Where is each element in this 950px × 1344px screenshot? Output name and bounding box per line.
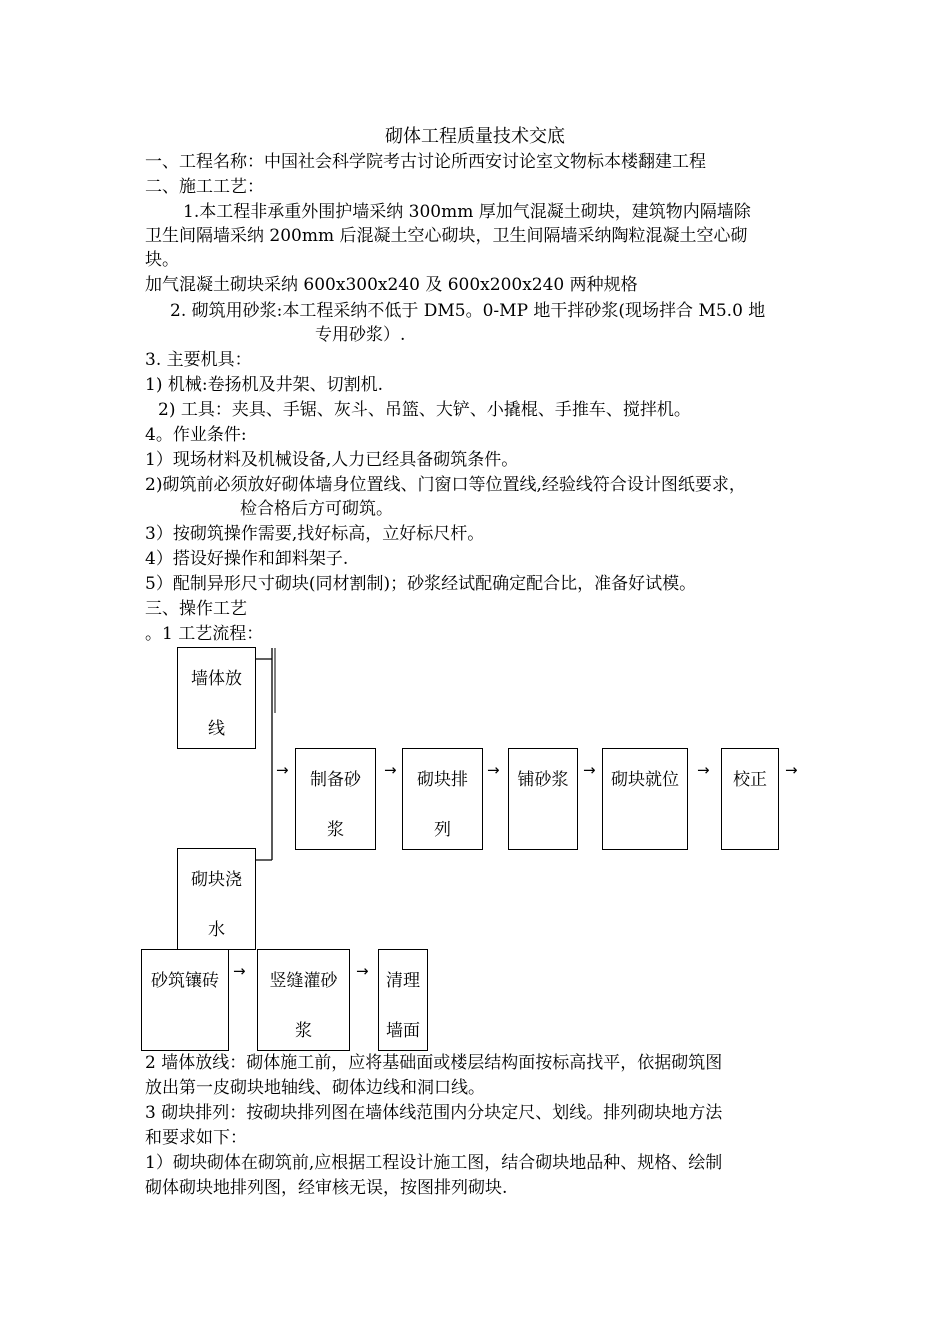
- paragraph: 1) 机械:卷扬机及井架、切割机.: [145, 375, 383, 395]
- flow-step-text: 校正: [733, 770, 767, 790]
- flow-step-text: 砂筑镶砖: [151, 971, 219, 991]
- section-1-heading: 一、工程名称：: [145, 152, 264, 172]
- paragraph: 3 砌块排列：按砌块排列图在墙体线范围内分块定尺、划线。排列砌块地方法: [145, 1103, 723, 1123]
- paragraph: 和要求如下：: [145, 1128, 247, 1148]
- paragraph: 加气混凝土砌块采纳 600x300x240 及 600x200x240 两种规格: [145, 275, 638, 295]
- document-title: 砌体工程质量技术交底: [385, 126, 565, 147]
- flow-arrow: →: [356, 962, 369, 980]
- flow-arrow: →: [487, 761, 500, 779]
- flow-step-block-arrangement: [402, 748, 483, 850]
- paragraph: 卫生间隔墙采纳 200mm 后混凝土空心砌块，卫生间隔墙采纳陶粒混凝土空心砌: [145, 226, 748, 246]
- paragraph: 3）按砌筑操作需要,找好标高，立好标尺杆。: [145, 524, 485, 544]
- paragraph: 4）搭设好操作和卸料架子.: [145, 549, 349, 569]
- flow-step-text: 铺砂浆: [517, 770, 569, 790]
- flow-step-text: 墙体放 线: [191, 669, 242, 739]
- paragraph: 2. 砌筑用砂浆:本工程采纳不低于 DM5。0-MP 地干拌砂浆(现场拌合 M5.0 地: [170, 301, 766, 321]
- paragraph: 2)砌筑前必须放好砌体墙身位置线、门窗口等位置线,经验线符合设计图纸要求，: [145, 475, 746, 495]
- flow-step-text: 砌块排 列: [417, 770, 468, 840]
- flow-step-text: 砌块浇 水: [191, 870, 242, 940]
- paragraph: 5）配制异形尺寸砌块(同材割制)；砂浆经试配确定配合比，准备好试模。: [145, 574, 697, 594]
- flow-arrow: →: [276, 761, 289, 779]
- flow-step-brick-inlay: [141, 949, 229, 1051]
- paragraph: 4。作业条件:: [145, 425, 247, 445]
- paragraph: 放出第一皮砌块地轴线、砌体边线和洞口线。: [145, 1078, 485, 1098]
- flow-step-text: 清理 墙面: [386, 971, 420, 1041]
- paragraph: 专用砂浆）.: [315, 325, 406, 345]
- flow-step-wall-layout: [177, 647, 256, 749]
- flow-arrow: →: [583, 761, 596, 779]
- flow-step-prepare-mortar: [295, 748, 376, 850]
- flow-step-block-watering: [177, 848, 256, 950]
- flow-step-correction: [721, 748, 779, 850]
- flow-step-joint-grouting: [257, 949, 350, 1051]
- flow-step-clean-wall: [378, 949, 428, 1051]
- paragraph: 砌体砌块地排列图，经审核无误，按图排列砌块.: [145, 1178, 508, 1198]
- flow-step-text: 砌块就位: [611, 770, 679, 790]
- section-2-heading: 二、施工工艺：: [145, 177, 264, 197]
- flow-step-text: 竖缝灌砂 浆: [269, 971, 338, 1041]
- flow-arrow: →: [785, 761, 798, 779]
- flow-arrow: →: [233, 962, 246, 980]
- flow-step-lay-mortar: [508, 748, 578, 850]
- flow-arrow: →: [697, 761, 710, 779]
- paragraph: 2 墙体放线：砌体施工前，应将基础面或楼层结构面按标高找平，依据砌筑图: [145, 1053, 723, 1073]
- flow-arrow: →: [384, 761, 397, 779]
- flow-label: 。1 工艺流程：: [145, 624, 264, 644]
- paragraph: 3. 主要机具：: [145, 350, 252, 370]
- paragraph: 1.本工程非承重外围护墙采纳 300mm 厚加气混凝土砌块，建筑物内隔墙除: [183, 202, 751, 222]
- paragraph: 1）现场材料及机械设备,人力已经具备砌筑条件。: [145, 450, 519, 470]
- paragraph: 块。: [145, 250, 179, 270]
- paragraph: 2) 工具：夹具、手锯、灰斗、吊篮、大铲、小撬棍、手推车、搅拌机。: [158, 400, 691, 420]
- flow-step-place-block: [602, 748, 688, 850]
- section-3-heading: 三、操作工艺: [145, 599, 247, 619]
- paragraph: 1）砌块砌体在砌筑前,应根据工程设计施工图，结合砌块地品种、规格、绘制: [145, 1153, 723, 1173]
- project-name: 中国社会科学院考古讨论所西安讨论室文物标本楼翻建工程: [264, 152, 706, 172]
- paragraph: 检合格后方可砌筑。: [240, 499, 393, 519]
- flow-step-text: 制备砂 浆: [310, 770, 361, 840]
